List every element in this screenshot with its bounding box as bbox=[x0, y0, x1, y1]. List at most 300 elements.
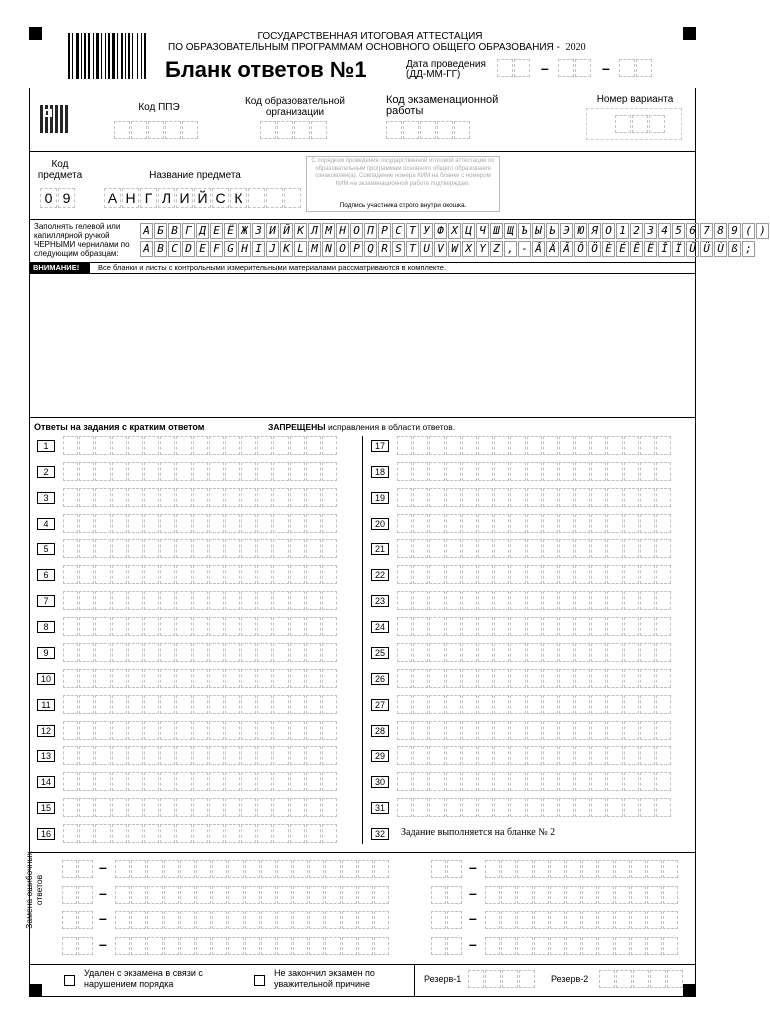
answer-cell[interactable] bbox=[241, 617, 256, 636]
replacement-num-cell[interactable] bbox=[78, 886, 93, 904]
answer-cell[interactable] bbox=[112, 591, 127, 610]
answer-cell[interactable] bbox=[397, 695, 412, 714]
answer-cell[interactable] bbox=[241, 746, 256, 765]
answer-cell[interactable] bbox=[128, 565, 143, 584]
replacement-num-cells[interactable] bbox=[62, 860, 94, 878]
answer-cell[interactable] bbox=[640, 488, 655, 507]
answer-cell[interactable] bbox=[446, 539, 461, 558]
answer-cell[interactable] bbox=[128, 436, 143, 455]
replacement-answer-cell[interactable] bbox=[196, 911, 211, 929]
answer-cell[interactable] bbox=[112, 695, 127, 714]
answer-cell[interactable] bbox=[257, 488, 272, 507]
answer-cell[interactable] bbox=[478, 643, 493, 662]
answer-cell[interactable] bbox=[225, 514, 240, 533]
answer-cell[interactable] bbox=[607, 721, 622, 740]
answer-cell[interactable] bbox=[527, 772, 542, 791]
answer-cell[interactable] bbox=[591, 436, 606, 455]
reserve1-cells[interactable] bbox=[468, 970, 536, 988]
answer-cell[interactable] bbox=[144, 772, 159, 791]
answer-cell[interactable] bbox=[413, 721, 428, 740]
answer-cell[interactable] bbox=[478, 772, 493, 791]
answer-cell[interactable] bbox=[95, 721, 110, 740]
answer-cell[interactable] bbox=[591, 721, 606, 740]
replacement-answer-cell[interactable] bbox=[131, 886, 146, 904]
replacement-answer-cells[interactable] bbox=[485, 860, 679, 878]
subject-name-cell[interactable]: И bbox=[176, 188, 193, 208]
answer-cell[interactable] bbox=[257, 746, 272, 765]
answer-cell[interactable] bbox=[193, 643, 208, 662]
answer-cell[interactable] bbox=[160, 695, 175, 714]
answer-cell[interactable] bbox=[607, 462, 622, 481]
answer-cell[interactable] bbox=[241, 591, 256, 610]
replacement-num-cell[interactable] bbox=[447, 911, 462, 929]
answer-cells[interactable] bbox=[63, 824, 338, 843]
answer-cell[interactable] bbox=[527, 462, 542, 481]
replacement-answer-cell[interactable] bbox=[598, 860, 613, 878]
answer-cell[interactable] bbox=[575, 721, 590, 740]
variant-cells[interactable] bbox=[615, 115, 666, 133]
answer-cell[interactable] bbox=[322, 772, 337, 791]
answer-cell[interactable] bbox=[527, 643, 542, 662]
answer-cell[interactable] bbox=[257, 591, 272, 610]
answer-cell[interactable] bbox=[257, 695, 272, 714]
replacement-answer-cell[interactable] bbox=[293, 886, 308, 904]
answer-cell[interactable] bbox=[95, 565, 110, 584]
replacement-answer-cell[interactable] bbox=[180, 860, 195, 878]
answer-cell[interactable] bbox=[494, 695, 509, 714]
answer-cell[interactable] bbox=[462, 565, 477, 584]
answer-cell[interactable] bbox=[462, 617, 477, 636]
answer-cell[interactable] bbox=[257, 514, 272, 533]
reserve2-cells[interactable] bbox=[599, 970, 684, 988]
answer-cell[interactable] bbox=[112, 721, 127, 740]
answer-cell[interactable] bbox=[656, 436, 671, 455]
replacement-answer-cell[interactable] bbox=[131, 860, 146, 878]
answer-cell[interactable] bbox=[607, 746, 622, 765]
subject-code-cell[interactable]: 0 bbox=[40, 188, 57, 208]
answer-cells[interactable] bbox=[397, 772, 672, 791]
replacement-answer-cell[interactable] bbox=[147, 860, 162, 878]
answer-cell[interactable] bbox=[225, 669, 240, 688]
answer-cells[interactable] bbox=[63, 436, 338, 455]
replacement-answer-cell[interactable] bbox=[164, 860, 179, 878]
answer-cell[interactable] bbox=[306, 772, 321, 791]
answer-cell[interactable] bbox=[290, 565, 305, 584]
date-day-cells[interactable] bbox=[497, 59, 531, 77]
answer-cell[interactable] bbox=[95, 539, 110, 558]
answer-cell[interactable] bbox=[193, 824, 208, 843]
answer-cell[interactable] bbox=[128, 591, 143, 610]
answer-cell[interactable] bbox=[429, 746, 444, 765]
replacement-answer-cell[interactable] bbox=[358, 886, 373, 904]
answer-cell[interactable] bbox=[209, 565, 224, 584]
replacement-answer-cell[interactable] bbox=[566, 937, 581, 955]
answer-cell[interactable] bbox=[225, 721, 240, 740]
answer-cell[interactable] bbox=[95, 824, 110, 843]
answer-cell[interactable] bbox=[527, 746, 542, 765]
answer-cell[interactable] bbox=[306, 462, 321, 481]
answer-cell[interactable] bbox=[241, 772, 256, 791]
answer-cell[interactable] bbox=[640, 772, 655, 791]
answer-cell[interactable] bbox=[257, 669, 272, 688]
answer-cell[interactable] bbox=[575, 617, 590, 636]
removed-checkbox[interactable] bbox=[64, 975, 75, 986]
answer-cell[interactable] bbox=[413, 539, 428, 558]
replacement-answer-cell[interactable] bbox=[245, 860, 260, 878]
replacement-answer-cell[interactable] bbox=[485, 886, 500, 904]
replacement-answer-cell[interactable] bbox=[374, 937, 389, 955]
replacement-answer-cell[interactable] bbox=[374, 911, 389, 929]
answer-cell[interactable] bbox=[510, 798, 525, 817]
answer-cell[interactable] bbox=[160, 824, 175, 843]
answer-cell[interactable] bbox=[209, 746, 224, 765]
answer-cell[interactable] bbox=[446, 565, 461, 584]
answer-cell[interactable] bbox=[322, 462, 337, 481]
answer-cell[interactable] bbox=[290, 539, 305, 558]
answer-cell[interactable] bbox=[225, 824, 240, 843]
answer-cells[interactable] bbox=[397, 462, 672, 481]
answer-cell[interactable] bbox=[478, 798, 493, 817]
replacement-answer-cell[interactable] bbox=[615, 860, 630, 878]
answer-cell[interactable] bbox=[607, 591, 622, 610]
answer-cell[interactable] bbox=[112, 488, 127, 507]
replacement-answer-cell[interactable] bbox=[261, 937, 276, 955]
replacement-answer-cell[interactable] bbox=[550, 937, 565, 955]
answer-cell[interactable] bbox=[559, 539, 574, 558]
answer-cell[interactable] bbox=[144, 591, 159, 610]
answer-cell[interactable] bbox=[640, 514, 655, 533]
answer-cell[interactable] bbox=[527, 565, 542, 584]
answer-cell[interactable] bbox=[397, 436, 412, 455]
answer-cell[interactable] bbox=[306, 539, 321, 558]
answer-cell[interactable] bbox=[575, 746, 590, 765]
replacement-answer-cell[interactable] bbox=[647, 886, 662, 904]
answer-cell[interactable] bbox=[257, 462, 272, 481]
replacement-answer-cell[interactable] bbox=[131, 937, 146, 955]
answer-cell[interactable] bbox=[225, 488, 240, 507]
subject-name-cell[interactable]: Н bbox=[122, 188, 139, 208]
answer-cell[interactable] bbox=[128, 721, 143, 740]
answer-cell[interactable] bbox=[306, 643, 321, 662]
answer-cells[interactable] bbox=[63, 462, 338, 481]
answer-cell[interactable] bbox=[128, 772, 143, 791]
answer-cells[interactable] bbox=[63, 617, 338, 636]
answer-cell[interactable] bbox=[144, 746, 159, 765]
answer-cell[interactable] bbox=[79, 462, 94, 481]
answer-cell[interactable] bbox=[397, 565, 412, 584]
answer-cell[interactable] bbox=[241, 695, 256, 714]
answer-cell[interactable] bbox=[413, 617, 428, 636]
answer-cells[interactable] bbox=[63, 514, 338, 533]
answer-cell[interactable] bbox=[63, 695, 78, 714]
answer-cell[interactable] bbox=[559, 643, 574, 662]
answer-cells[interactable] bbox=[397, 565, 672, 584]
answer-cell[interactable] bbox=[144, 462, 159, 481]
replacement-answer-cell[interactable] bbox=[228, 886, 243, 904]
answer-cell[interactable] bbox=[79, 591, 94, 610]
answer-cell[interactable] bbox=[462, 436, 477, 455]
answer-cell[interactable] bbox=[397, 539, 412, 558]
answer-cell[interactable] bbox=[429, 798, 444, 817]
replacement-answer-cells[interactable] bbox=[485, 937, 679, 955]
replacement-answer-cell[interactable] bbox=[550, 911, 565, 929]
answer-cell[interactable] bbox=[446, 746, 461, 765]
answer-cells[interactable] bbox=[63, 539, 338, 558]
answer-cell[interactable] bbox=[559, 798, 574, 817]
answer-cell[interactable] bbox=[128, 617, 143, 636]
answer-cell[interactable] bbox=[494, 514, 509, 533]
answer-cells[interactable] bbox=[397, 669, 672, 688]
answer-cell[interactable] bbox=[144, 695, 159, 714]
answer-cell[interactable] bbox=[79, 565, 94, 584]
answer-cell[interactable] bbox=[510, 617, 525, 636]
replacement-answer-cell[interactable] bbox=[631, 860, 646, 878]
answer-cell[interactable] bbox=[607, 514, 622, 533]
answer-cell[interactable] bbox=[591, 643, 606, 662]
answer-cell[interactable] bbox=[112, 565, 127, 584]
answer-cell[interactable] bbox=[273, 462, 288, 481]
answer-cell[interactable] bbox=[429, 643, 444, 662]
answer-cell[interactable] bbox=[225, 539, 240, 558]
answer-cell[interactable] bbox=[591, 591, 606, 610]
subject-name-cell[interactable]: С bbox=[212, 188, 229, 208]
answer-cell[interactable] bbox=[322, 746, 337, 765]
answer-cell[interactable] bbox=[413, 643, 428, 662]
answer-cells[interactable] bbox=[63, 772, 338, 791]
answer-cell[interactable] bbox=[112, 669, 127, 688]
answer-cell[interactable] bbox=[640, 721, 655, 740]
answer-cell[interactable] bbox=[79, 643, 94, 662]
answer-cell[interactable] bbox=[63, 514, 78, 533]
answer-cell[interactable] bbox=[144, 436, 159, 455]
replacement-num-cell[interactable] bbox=[78, 860, 93, 878]
answer-cell[interactable] bbox=[95, 488, 110, 507]
answer-cell[interactable] bbox=[397, 462, 412, 481]
replacement-answer-cell[interactable] bbox=[663, 886, 678, 904]
answer-cell[interactable] bbox=[63, 591, 78, 610]
replacement-num-cell[interactable] bbox=[62, 937, 77, 955]
answer-cell[interactable] bbox=[543, 695, 558, 714]
replacement-answer-cell[interactable] bbox=[663, 911, 678, 929]
answer-cell[interactable] bbox=[510, 462, 525, 481]
answer-cell[interactable] bbox=[241, 539, 256, 558]
replacement-answer-cell[interactable] bbox=[517, 860, 532, 878]
replacement-answer-cell[interactable] bbox=[115, 911, 130, 929]
answer-cell[interactable] bbox=[446, 462, 461, 481]
answer-cell[interactable] bbox=[176, 669, 191, 688]
replacement-answer-cell[interactable] bbox=[374, 860, 389, 878]
answer-cell[interactable] bbox=[290, 824, 305, 843]
subject-name-cells[interactable] bbox=[104, 188, 302, 208]
answer-cell[interactable] bbox=[429, 565, 444, 584]
answer-cell[interactable] bbox=[193, 772, 208, 791]
answer-cell[interactable] bbox=[640, 798, 655, 817]
answer-cell[interactable] bbox=[273, 436, 288, 455]
answer-cell[interactable] bbox=[79, 772, 94, 791]
answer-cell[interactable] bbox=[559, 695, 574, 714]
answer-cell[interactable] bbox=[494, 539, 509, 558]
answer-cell[interactable] bbox=[290, 488, 305, 507]
answer-cell[interactable] bbox=[656, 514, 671, 533]
answer-cell[interactable] bbox=[510, 746, 525, 765]
answer-cell[interactable] bbox=[128, 462, 143, 481]
answer-cell[interactable] bbox=[510, 669, 525, 688]
answer-cell[interactable] bbox=[290, 695, 305, 714]
replacement-num-cell[interactable] bbox=[78, 937, 93, 955]
replacement-answer-cell[interactable] bbox=[261, 860, 276, 878]
answer-cell[interactable] bbox=[273, 824, 288, 843]
answer-cell[interactable] bbox=[144, 539, 159, 558]
answer-cell[interactable] bbox=[640, 565, 655, 584]
replacement-answer-cell[interactable] bbox=[663, 937, 678, 955]
answer-cell[interactable] bbox=[575, 565, 590, 584]
answer-cell[interactable] bbox=[607, 436, 622, 455]
answer-cell[interactable] bbox=[429, 514, 444, 533]
answer-cell[interactable] bbox=[322, 436, 337, 455]
answer-cell[interactable] bbox=[413, 669, 428, 688]
answer-cell[interactable] bbox=[209, 643, 224, 662]
replacement-answer-cell[interactable] bbox=[358, 911, 373, 929]
replacement-num-cells[interactable] bbox=[431, 911, 463, 929]
answer-cell[interactable] bbox=[257, 824, 272, 843]
answer-cell[interactable] bbox=[193, 798, 208, 817]
answer-cell[interactable] bbox=[607, 488, 622, 507]
replacement-answer-cell[interactable] bbox=[212, 860, 227, 878]
answer-cell[interactable] bbox=[446, 643, 461, 662]
answer-cell[interactable] bbox=[624, 514, 639, 533]
replacement-num-cell[interactable] bbox=[62, 860, 77, 878]
answer-cell[interactable] bbox=[290, 436, 305, 455]
answer-cell[interactable] bbox=[322, 617, 337, 636]
answer-cell[interactable] bbox=[144, 643, 159, 662]
answer-cell[interactable] bbox=[160, 539, 175, 558]
replacement-answer-cell[interactable] bbox=[147, 937, 162, 955]
answer-cell[interactable] bbox=[607, 669, 622, 688]
answer-cell[interactable] bbox=[543, 746, 558, 765]
answer-cell[interactable] bbox=[478, 695, 493, 714]
replacement-answer-cell[interactable] bbox=[325, 886, 340, 904]
answer-cell[interactable] bbox=[95, 514, 110, 533]
answer-cell[interactable] bbox=[527, 721, 542, 740]
answer-cell[interactable] bbox=[193, 617, 208, 636]
answer-cell[interactable] bbox=[413, 772, 428, 791]
answer-cell[interactable] bbox=[559, 565, 574, 584]
answer-cell[interactable] bbox=[510, 514, 525, 533]
answer-cell[interactable] bbox=[462, 643, 477, 662]
answer-cell[interactable] bbox=[193, 721, 208, 740]
answer-cell[interactable] bbox=[225, 462, 240, 481]
replacement-answer-cell[interactable] bbox=[164, 886, 179, 904]
answer-cell[interactable] bbox=[624, 695, 639, 714]
answer-cell[interactable] bbox=[543, 772, 558, 791]
answer-cell[interactable] bbox=[176, 488, 191, 507]
answer-cell[interactable] bbox=[559, 721, 574, 740]
answer-cell[interactable] bbox=[656, 488, 671, 507]
answer-cell[interactable] bbox=[95, 591, 110, 610]
answer-cell[interactable] bbox=[462, 772, 477, 791]
answer-cell[interactable] bbox=[462, 669, 477, 688]
replacement-answer-cell[interactable] bbox=[550, 886, 565, 904]
answer-cell[interactable] bbox=[397, 669, 412, 688]
answer-cell[interactable] bbox=[591, 695, 606, 714]
replacement-answer-cell[interactable] bbox=[485, 860, 500, 878]
answer-cell[interactable] bbox=[193, 539, 208, 558]
answer-cell[interactable] bbox=[290, 591, 305, 610]
replacement-num-cells[interactable] bbox=[431, 860, 463, 878]
replacement-answer-cell[interactable] bbox=[212, 937, 227, 955]
answer-cell[interactable] bbox=[273, 798, 288, 817]
replacement-answer-cell[interactable] bbox=[566, 911, 581, 929]
replacement-answer-cell[interactable] bbox=[534, 886, 549, 904]
replacement-answer-cell[interactable] bbox=[358, 937, 373, 955]
answer-cell[interactable] bbox=[559, 772, 574, 791]
answer-cells[interactable] bbox=[63, 695, 338, 714]
answer-cell[interactable] bbox=[241, 436, 256, 455]
answer-cell[interactable] bbox=[112, 643, 127, 662]
replacement-answer-cell[interactable] bbox=[582, 911, 597, 929]
answer-cell[interactable] bbox=[478, 669, 493, 688]
answer-cell[interactable] bbox=[290, 798, 305, 817]
answer-cell[interactable] bbox=[462, 695, 477, 714]
answer-cell[interactable] bbox=[257, 436, 272, 455]
replacement-answer-cell[interactable] bbox=[212, 911, 227, 929]
answer-cell[interactable] bbox=[176, 591, 191, 610]
answer-cells[interactable] bbox=[397, 721, 672, 740]
answer-cell[interactable] bbox=[559, 462, 574, 481]
answer-cell[interactable] bbox=[656, 746, 671, 765]
answer-cell[interactable] bbox=[209, 539, 224, 558]
replacement-answer-cell[interactable] bbox=[342, 937, 357, 955]
answer-cell[interactable] bbox=[241, 643, 256, 662]
answer-cell[interactable] bbox=[462, 539, 477, 558]
answer-cell[interactable] bbox=[494, 488, 509, 507]
answer-cell[interactable] bbox=[543, 462, 558, 481]
replacement-num-cell[interactable] bbox=[62, 911, 77, 929]
answer-cell[interactable] bbox=[79, 617, 94, 636]
answer-cell[interactable] bbox=[446, 514, 461, 533]
answer-cell[interactable] bbox=[225, 436, 240, 455]
answer-cell[interactable] bbox=[225, 643, 240, 662]
answer-cell[interactable] bbox=[112, 514, 127, 533]
answer-cell[interactable] bbox=[144, 824, 159, 843]
answer-cell[interactable] bbox=[543, 436, 558, 455]
answer-cell[interactable] bbox=[397, 772, 412, 791]
answer-cell[interactable] bbox=[527, 798, 542, 817]
answer-cell[interactable] bbox=[397, 798, 412, 817]
answer-cell[interactable] bbox=[306, 669, 321, 688]
answer-cell[interactable] bbox=[95, 617, 110, 636]
answer-cell[interactable] bbox=[241, 462, 256, 481]
answer-cell[interactable] bbox=[144, 617, 159, 636]
answer-cell[interactable] bbox=[241, 565, 256, 584]
answer-cell[interactable] bbox=[128, 798, 143, 817]
answer-cell[interactable] bbox=[209, 591, 224, 610]
answer-cell[interactable] bbox=[225, 591, 240, 610]
answer-cell[interactable] bbox=[176, 746, 191, 765]
answer-cell[interactable] bbox=[527, 591, 542, 610]
answer-cell[interactable] bbox=[656, 772, 671, 791]
answer-cell[interactable] bbox=[624, 746, 639, 765]
answer-cell[interactable] bbox=[112, 746, 127, 765]
answer-cell[interactable] bbox=[446, 436, 461, 455]
answer-cell[interactable] bbox=[79, 746, 94, 765]
answer-cell[interactable] bbox=[290, 514, 305, 533]
answer-cell[interactable] bbox=[446, 617, 461, 636]
replacement-answer-cell[interactable] bbox=[342, 886, 357, 904]
replacement-answer-cell[interactable] bbox=[261, 911, 276, 929]
answer-cell[interactable] bbox=[543, 617, 558, 636]
answer-cell[interactable] bbox=[575, 539, 590, 558]
